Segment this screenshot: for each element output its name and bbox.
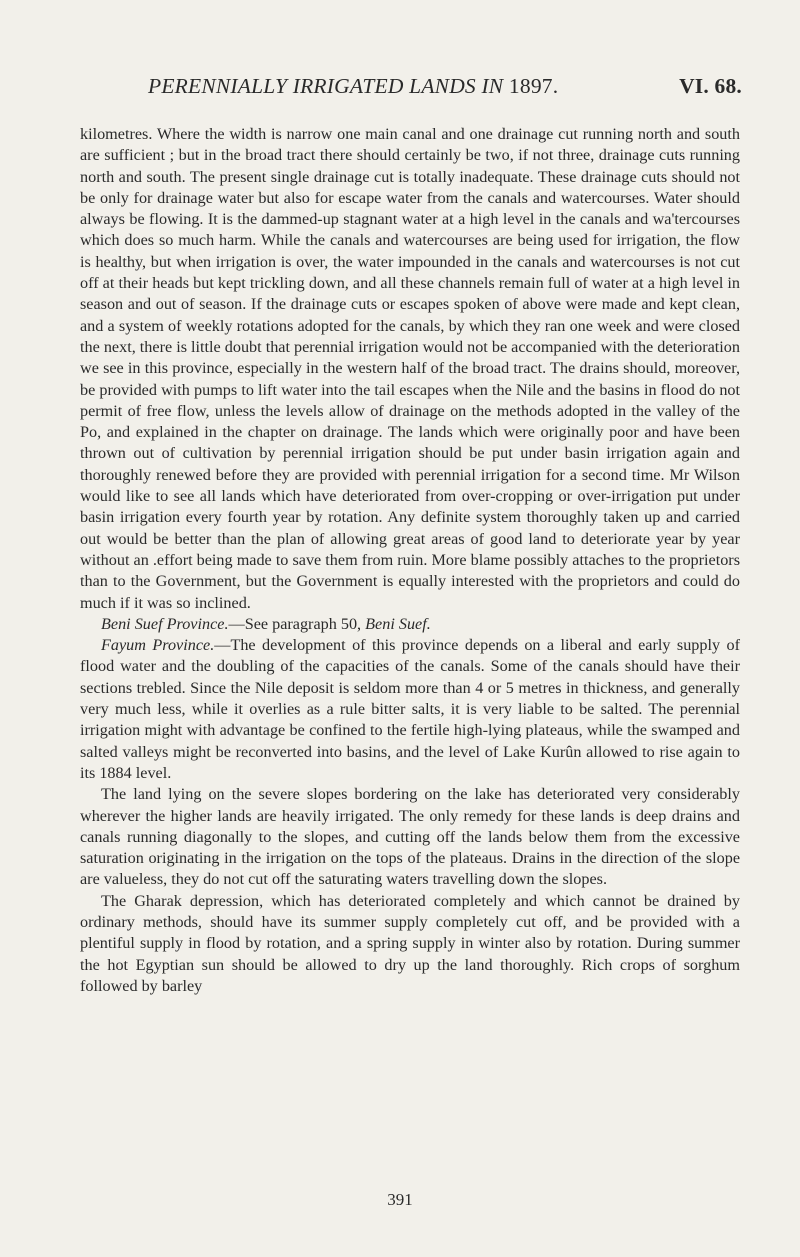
header-section-number: VI. 68. [679, 74, 742, 98]
fayum-text: —The development of this province depends on a liberal and early supply of flood water and the doubling of the capacities of the canals. Some of the canals should have their sections trebled. Since the Nile deposit is seldom more than 4 or 5 metres in thickness, and generally very much less, while it overlies as a rule bitter salts, it is very liable to be salted. The perennial irrigation might with advantage be confined to the fertile high-lying plateaus, while the swamped and salted valleys might be reconverted into basins, and the level of Lake Kurûn allowed to rise again to its 1884 level. [80, 636, 740, 782]
header-title-text: PERENNIALLY IRRIGATED LANDS IN [148, 74, 504, 98]
paragraph-beni-suef [80, 614, 740, 635]
paragraph-gharak: The Gharak depression, which has deteriorated completely and which cannot be drained by ordinary methods, should have its summer supply completely cut off, and be provided with a plentiful supply in flood by rotation, and a spring supply in winter also by rotation. During summer the hot Egyptian sun should be allowed to dry up the land thoroughly. Rich crops of sorghum followed by barley [80, 891, 740, 995]
header-year: 1897. [508, 74, 559, 98]
fayum-heading: Fayum Province. [101, 636, 215, 655]
paragraph-slopes: The land lying on the severe slopes bordering on the lake has deteriorated very considerably wherever the higher lands are heavily irrigated. The only remedy for these lands is deep drains and canals running diagonally to the slopes, and cutting off the lands below them from the excessive saturation originating in the irrigation on the tops of the plateaus. Drains in the direction of the slope are valueless, they do not cut off the saturating waters travelling down the slopes. [80, 785, 740, 889]
beni-suef-text: —See paragraph 50, [228, 614, 366, 633]
body-text [80, 124, 740, 997]
beni-suef-reference: Beni Suef. [365, 614, 431, 633]
paragraph-fayum [80, 635, 740, 784]
page-number: 391 [387, 1190, 413, 1209]
beni-suef-heading: Beni Suef Province. [101, 614, 229, 633]
header-title [148, 74, 558, 99]
paragraph-drainage: kilometres. Where the width is narrow one main canal and one drainage cut running north and south are sufficient ; but in the broad tract there should certainly be two, if not three, drainage cuts running north and south. The present single drainage cut is totally inadequate. These drainage cuts should not be only for drainage water but also for escape water from the canals and watercourses. Water should always be flowing. It is the dammed-up stagnant water at a high level in the canals and wa'tercourses which does so much harm. While the canals and watercourses are being used for irrigation, the flow is healthy, but when irrigation is over, the water impounded in the canals and watercourses is not cut off at their heads but kept trickling down, and all these channels remain full of water at a high level in season and out of season. If the drainage cuts or escapes spoken of above were made and kept clean, and a system of weekly rotations adopted for the canals, by which they ran one week and were closed the next, there is little doubt that perennial irrigation would not be accompanied with the deterioration we see in this province, especially in the western half of the broad tract. The drains should, moreover, be provided with pumps to lift water into the tail escapes when the Nile and the basins in flood do not permit of free flow, unless the levels allow of drainage on the methods adopted in the valley of the Po, and explained in the chapter on drainage. The lands which were originally poor and have been thrown out of cultivation by perennial irrigation should be put under basin irrigation again and thoroughly renewed before they are provided with perennial irrigation for a second time. Mr Wilson would like to see all lands which have deteriorated from over-cropping or over-irrigation put under basin irrigation every fourth year by rotation. Any definite system thoroughly taken up and carried out would be better than the plan of allowing great areas of good land to deteriorate year by year without an .effort being made to save them from ruin. More blame possibly attaches to the proprietors than to the Government, but the Government is equally interested with the proprietors and could do much if it was so inclined. [80, 125, 740, 612]
running-header [148, 74, 742, 104]
